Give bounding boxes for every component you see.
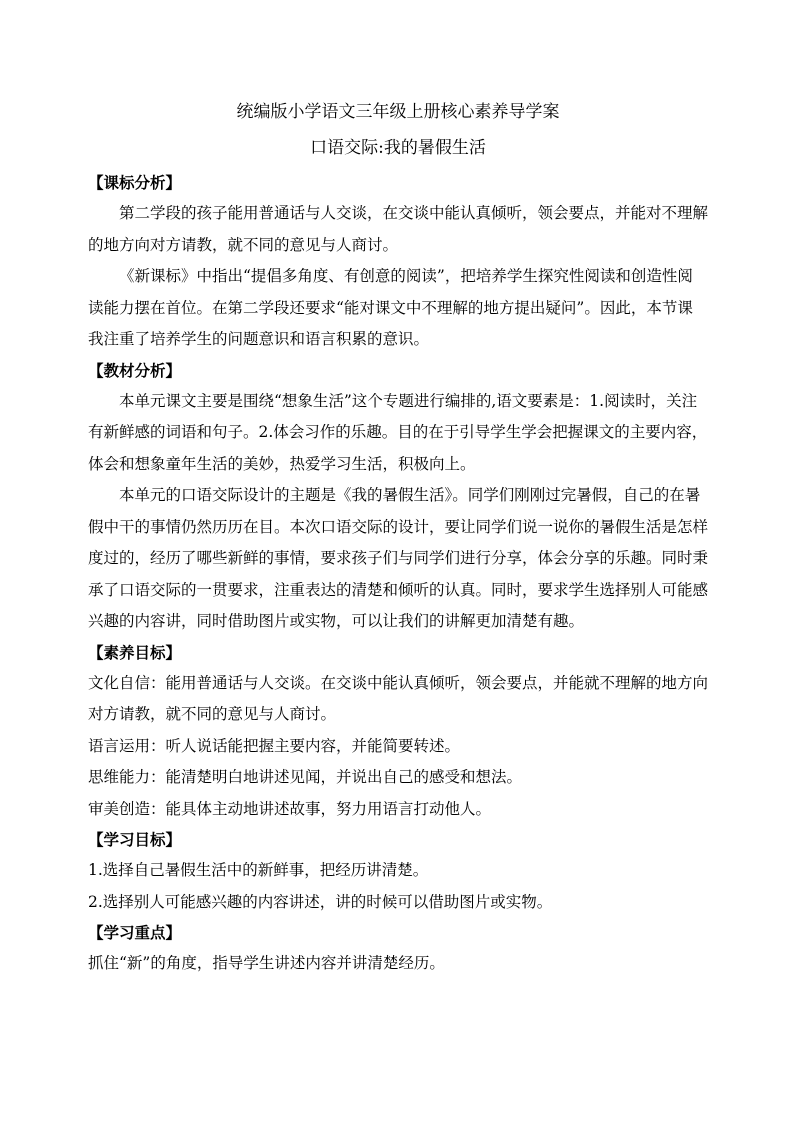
zhongdian-line: 抓住“新”的角度，指导学生讲述内容并讲清楚经历。	[88, 954, 445, 972]
kebiao-paragraph-1: 第二学段的孩子能用普通话与人交谈，在交谈中能认真倾听，领会要点，并能对不理解的地方向对方请教，就不同的意见与人商讨。	[88, 204, 709, 254]
jiaocai-paragraph-2: 本单元的口语交际设计的主题是《我的暑假生活》。同学们刚刚过完暑假，自己的在暑假中干的事情仍然历历在目。本次口语交际的设计，要让同学们说一说你的暑假生活是怎样度过的，经历了哪些新鲜的事情，要求孩子们与同学们进行分享，体会分享的乐趣。同时秉承了口语交际的一贯要求，注重表达的清楚和倾听的认真。同时，要求学生选择别人可能感兴趣的内容讲，同时借助图片或实物，可以让我们的讲解更加清楚有趣。	[88, 486, 709, 630]
section-heading-kebiao: 【课标分析】	[88, 173, 182, 192]
suyang-line: 审美创造：能具体主动地讲述故事，努力用语言打动他人。	[88, 799, 492, 818]
jiaocai-paragraph-1: 本单元课文主要是围绕“想象生活”这个专题进行编排的,语文要素是：1.阅读时，关注有新鲜感的词语和句子。2.体会习作的乐趣。目的在于引导学生学会把握课文的主要内容，体会和想象童年生活的美妙，热爱学习生活，积极向上。	[88, 391, 708, 473]
suyang-line: 语言运用：听人说话能把握主要内容，并能简要转述。	[88, 736, 461, 755]
kebiao-paragraph-2: 《新课标》中指出“提倡多角度、有创意的阅读”，把培养学生探究性阅读和创造性阅读能力摆在首位。在第二学段还要求“能对课文中不理解的地方提出疑问”。因此，本节课我注重了培养学生的问题意识和语言积累的意识。	[88, 267, 693, 348]
document-page	[88, 100, 708, 980]
xuexi-line: 2.选择别人可能感兴趣的内容讲述，讲的时候可以借助图片或实物。	[88, 892, 553, 911]
suyang-line: 文化自信：能用普通话与人交谈。在交谈中能认真倾听，领会要点，并能就不理解的地方向对方请教，就不同的意见与人商讨。	[88, 673, 709, 723]
section-heading-zhongdian: 【学习重点】	[88, 923, 182, 942]
section-heading-xuexi: 【学习目标】	[88, 830, 182, 849]
section-heading-jiaocai: 【教材分析】	[88, 360, 182, 380]
document-subtitle: 口语交际:我的暑假生活	[310, 138, 486, 158]
xuexi-line: 1.选择自己暑假生活中的新鲜事，把经历讲清楚。	[88, 861, 429, 879]
suyang-line: 思维能力：能清楚明白地讲述见闻，并说出自己的感受和想法。	[88, 768, 523, 786]
document-title: 统编版小学语文三年级上册核心素养导学案	[236, 102, 560, 122]
section-heading-suyang: 【素养目标】	[88, 642, 182, 662]
